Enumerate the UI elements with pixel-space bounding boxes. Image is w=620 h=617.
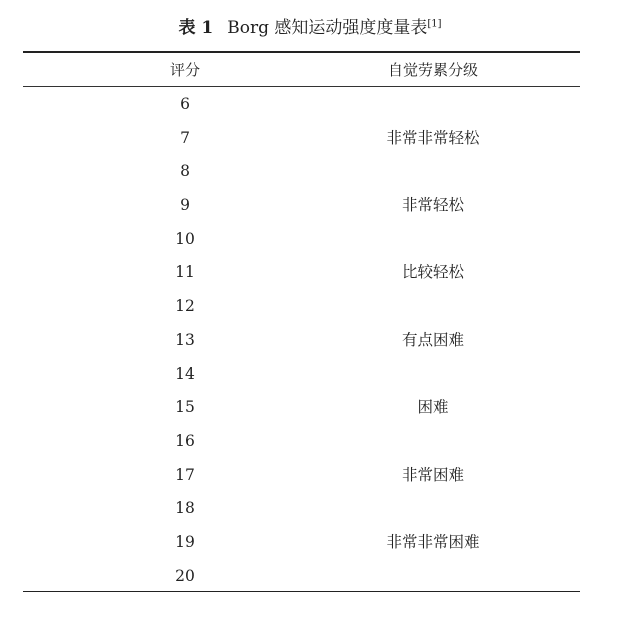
table-caption bbox=[0, 16, 620, 40]
level-cell: 有点困难 bbox=[401, 330, 464, 349]
table-top-rule bbox=[23, 51, 580, 53]
table-row bbox=[23, 294, 580, 328]
score-cell: 12 bbox=[175, 297, 195, 316]
table-row bbox=[23, 496, 580, 530]
score-cell: 17 bbox=[175, 465, 195, 484]
header-exertion-level: 自觉劳累分级 bbox=[387, 61, 478, 79]
table-row bbox=[23, 463, 580, 497]
table-row bbox=[23, 126, 580, 160]
score-cell: 10 bbox=[175, 229, 195, 248]
level-cell: 非常非常困难 bbox=[386, 532, 480, 551]
level-cell: 比较轻松 bbox=[401, 263, 464, 282]
level-cell: 非常困难 bbox=[401, 465, 464, 484]
table-body bbox=[23, 92, 580, 597]
table-row bbox=[23, 564, 580, 598]
level-cell: 非常非常轻松 bbox=[386, 128, 480, 147]
score-cell: 18 bbox=[175, 499, 195, 518]
score-cell: 16 bbox=[175, 431, 195, 450]
score-cell: 19 bbox=[175, 532, 195, 551]
table-row bbox=[23, 395, 580, 429]
table-row bbox=[23, 92, 580, 126]
table-row bbox=[23, 159, 580, 193]
level-cell: 非常轻松 bbox=[401, 196, 464, 215]
score-cell: 9 bbox=[180, 196, 190, 215]
score-cell: 14 bbox=[175, 364, 195, 383]
score-cell: 15 bbox=[175, 398, 195, 417]
table-row bbox=[23, 227, 580, 261]
table-row bbox=[23, 362, 580, 396]
score-cell: 13 bbox=[175, 330, 195, 349]
table-header-rule bbox=[23, 86, 580, 87]
table-row bbox=[23, 530, 580, 564]
table-row bbox=[23, 260, 580, 294]
score-cell: 20 bbox=[175, 566, 195, 585]
score-cell: 6 bbox=[180, 95, 190, 113]
score-cell: 7 bbox=[180, 128, 190, 147]
score-cell: 8 bbox=[180, 162, 190, 181]
header-score: 评分 bbox=[169, 61, 200, 79]
table-row bbox=[23, 429, 580, 463]
table-title: Borg 感知运动强度度量表 bbox=[227, 18, 428, 38]
table-row bbox=[23, 193, 580, 227]
table-bottom-rule bbox=[23, 591, 580, 592]
table-row bbox=[23, 328, 580, 362]
reference-marker: [1] bbox=[427, 18, 442, 30]
table-header-row bbox=[23, 58, 580, 82]
table-label: 表 1 bbox=[178, 18, 214, 38]
level-cell: 困难 bbox=[417, 398, 449, 417]
score-cell: 11 bbox=[175, 263, 195, 282]
